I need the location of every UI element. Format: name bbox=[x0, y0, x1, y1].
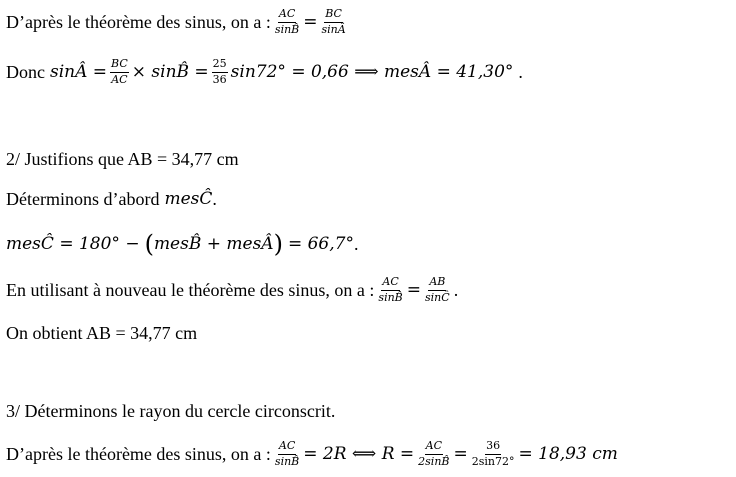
determine-text: Déterminons d’abord bbox=[6, 189, 160, 209]
left-parenthesis: ( bbox=[144, 230, 154, 258]
mes-c-equals-180: mesĈ = 180° − bbox=[6, 233, 140, 254]
fraction-denominator: 2sinB̂ bbox=[418, 454, 450, 468]
fraction-denominator: 2sin72° bbox=[471, 454, 515, 468]
sin-a-lhs: sinÂ = bbox=[50, 61, 108, 82]
determine-angle-c-line bbox=[6, 190, 217, 208]
times-sin-b: × sinB̂ = bbox=[131, 61, 209, 82]
sentence-period: . bbox=[518, 62, 523, 83]
fraction-numerator: 25 bbox=[212, 58, 228, 73]
fraction-denominator: sinB̂ bbox=[274, 22, 300, 36]
fraction-denominator: sinB̂ bbox=[274, 454, 300, 468]
angle-c-computation-line bbox=[6, 232, 358, 256]
fraction-36-over-2sin72 bbox=[471, 440, 516, 468]
circumradius-computation-line bbox=[6, 440, 618, 468]
sine-law-again-text: En utilisant à nouveau le théorème des sinus, on a : bbox=[6, 280, 375, 301]
fraction-bc-over-ac bbox=[110, 58, 129, 86]
equals-2r-equivalent-r: = 2R ⟺ R = bbox=[303, 443, 415, 464]
sentence-period: . bbox=[212, 189, 217, 209]
sine-law-statement-line bbox=[6, 8, 350, 36]
fraction-ac-over-2sinb bbox=[417, 440, 450, 468]
angle-c-result: = 66,7° bbox=[287, 233, 354, 254]
ab-result-text: On obtient AB = 34,77 cm bbox=[6, 323, 198, 343]
fraction-denominator: sinB̂ bbox=[378, 290, 403, 304]
section-2-heading bbox=[6, 150, 239, 168]
fraction-ac-over-sinb bbox=[274, 8, 300, 36]
section-3-heading bbox=[6, 402, 335, 420]
donc-text: Donc bbox=[6, 62, 45, 83]
fraction-ac-over-sinb bbox=[377, 276, 403, 304]
mes-b-plus-mes-a: mesB̂ + mesÂ bbox=[153, 233, 274, 254]
fraction-ab-over-sinc bbox=[424, 276, 451, 304]
sine-law-intro-text: D’après le théorème des sinus, on a : bbox=[6, 12, 271, 33]
fraction-numerator: 36 bbox=[485, 440, 501, 455]
equals-sign: = bbox=[303, 11, 318, 32]
fraction-numerator: BC bbox=[324, 8, 343, 23]
fraction-numerator: AB bbox=[428, 276, 446, 291]
fraction-numerator: AC bbox=[381, 276, 399, 291]
fraction-numerator: AC bbox=[425, 440, 443, 455]
equals-sign: = bbox=[406, 279, 422, 300]
sine-law-intro-text: D’après le théorème des sinus, on a : bbox=[6, 444, 271, 465]
right-parenthesis: ) bbox=[273, 230, 283, 258]
sin-a-result: sin72° = 0,66 ⟹ mesÂ = 41,30° bbox=[230, 61, 514, 82]
fraction-denominator: AC bbox=[111, 72, 128, 86]
section-2-text: 2/ Justifions que AB = 34,77 cm bbox=[6, 149, 239, 169]
sin-a-computation-line bbox=[6, 58, 523, 86]
section-3-text: 3/ Déterminons le rayon du cercle circonscrit. bbox=[6, 401, 336, 421]
fraction-ac-over-sinb bbox=[274, 440, 300, 468]
fraction-denominator: sinÂ bbox=[321, 22, 346, 36]
sentence-period: . bbox=[453, 280, 459, 301]
fraction-denominator: 36 bbox=[212, 72, 227, 86]
ab-result-line bbox=[6, 324, 197, 342]
mes-c-math: mesĈ bbox=[164, 188, 213, 209]
fraction-bc-over-sina bbox=[321, 8, 347, 36]
equals-sign: = bbox=[453, 443, 468, 464]
radius-result: = 18,93 cm bbox=[518, 443, 618, 464]
fraction-25-over-36 bbox=[212, 58, 228, 86]
fraction-denominator: sinĈ bbox=[425, 290, 450, 304]
fraction-numerator: BC bbox=[110, 58, 129, 73]
fraction-numerator: AC bbox=[278, 440, 296, 455]
sentence-period: . bbox=[353, 234, 359, 254]
fraction-numerator: AC bbox=[278, 8, 296, 23]
sine-law-ab-line bbox=[6, 276, 458, 304]
